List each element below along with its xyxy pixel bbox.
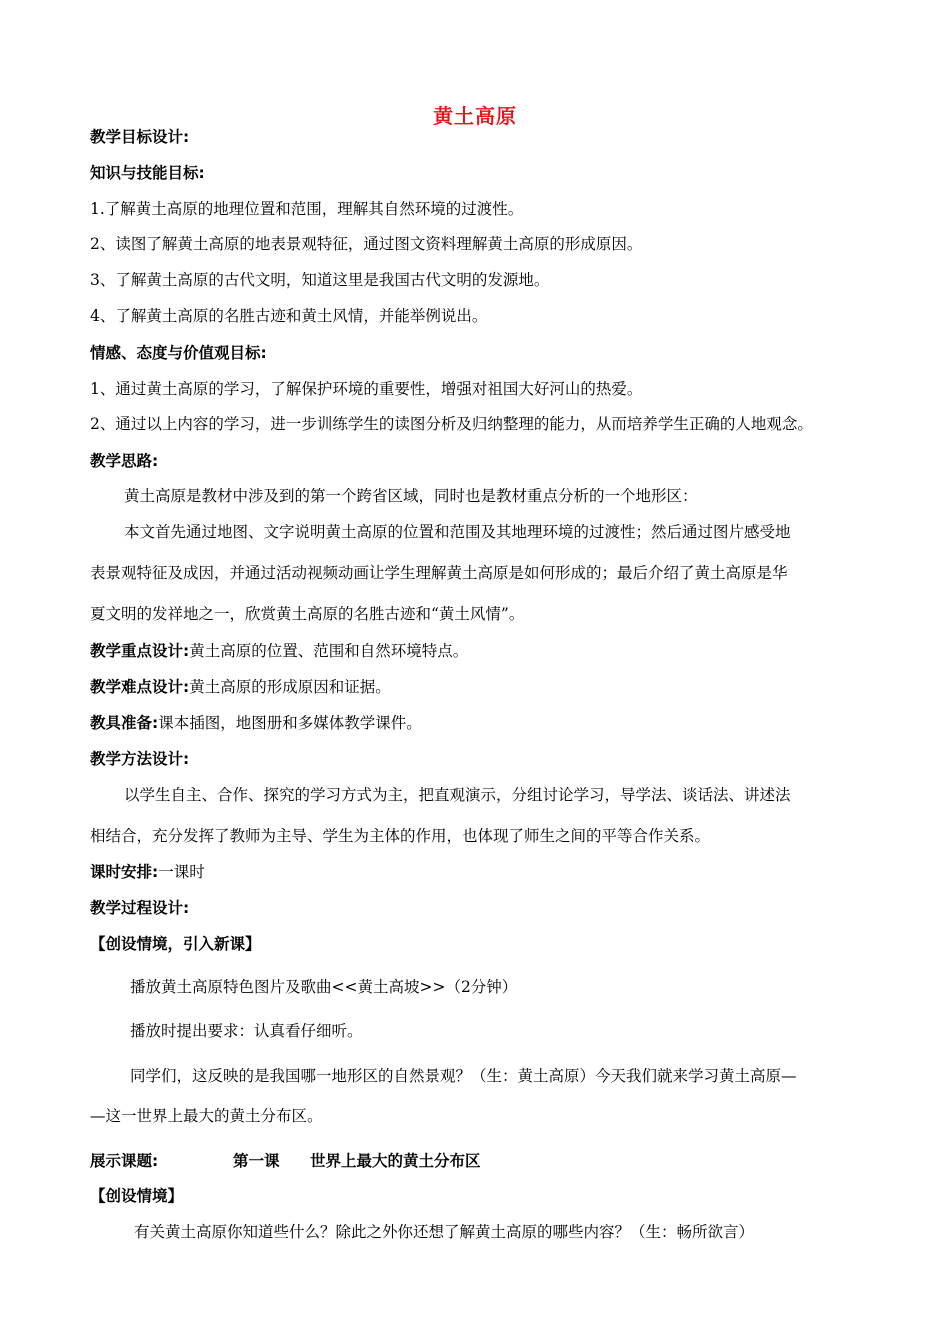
idea-heading: 教学思路: — [90, 452, 159, 470]
tools-row — [90, 713, 422, 733]
idea-paragraph-line: 表景观特征及成因，并通过活动视频动画让学生理解黄土高原是如何形成的；最后介绍了黄土高原是华 — [90, 564, 788, 582]
time-label: 课时安排: — [90, 863, 159, 881]
page-title: 黄土高原 — [433, 104, 517, 128]
difficult-point-label: 教学难点设计: — [90, 678, 190, 696]
key-point-row — [90, 641, 468, 661]
method-heading: 教学方法设计: — [90, 750, 190, 768]
time-row — [90, 862, 205, 882]
scene2-text: 有关黄土高原你知道些什么？除此之外你还想了解黄土高原的哪些内容？（生：畅所欲言） — [134, 1223, 755, 1241]
knowledge-item: 2、读图了解黄土高原的地表景观特征，通过图文资料理解黄土高原的形成原因。 — [90, 235, 643, 253]
topic-row — [90, 1151, 481, 1171]
knowledge-item: 3、了解黄土高原的古代文明，知道这里是我国古代文明的发源地。 — [90, 271, 550, 289]
design-heading: 教学目标设计: — [90, 128, 190, 146]
topic-name: 世界上最大的黄土分布区 — [310, 1152, 481, 1170]
idea-paragraph-line: 本文首先通过地图、文字说明黄土高原的位置和范围及其地理环境的过渡性；然后通过图片感受地 — [124, 523, 791, 541]
emotion-heading: 情感、态度与价值观目标: — [90, 344, 267, 362]
knowledge-item: 4、了解黄土高原的名胜古迹和黄土风情，并能举例说出。 — [90, 307, 488, 325]
emotion-item: 1、通过黄土高原的学习，了解保护环境的重要性，增强对祖国大好河山的热爱。 — [90, 380, 643, 398]
time-text: 一课时 — [158, 863, 205, 881]
key-point-text: 黄土高原的位置、范围和自然环境特点。 — [189, 642, 469, 660]
scene-line: 同学们，这反映的是我国哪一地形区的自然景观？（生：黄土高原）今天我们就来学习黄土高原— — [130, 1067, 797, 1085]
scene-line: 播放黄土高原特色图片及歌曲<<黄土高坡>>（2分钟） — [130, 978, 518, 996]
tools-label: 教具准备: — [90, 714, 159, 732]
method-line: 以学生自主、合作、探究的学习方式为主，把直观演示，分组讨论学习，导学法、谈话法、讲述法 — [124, 786, 791, 804]
difficult-point-row — [90, 677, 391, 697]
idea-paragraph: 黄土高原是教材中涉及到的第一个跨省区域，同时也是教材重点分析的一个地形区： — [124, 487, 698, 505]
emotion-item: 2、通过以上内容的学习，进一步训练学生的读图分析及归纳整理的能力，从而培养学生正确的人地观念。 — [90, 415, 813, 433]
scene-heading: 【创设情境，引入新课】 — [90, 935, 261, 953]
process-heading: 教学过程设计: — [90, 899, 190, 917]
method-line: 相结合，充分发挥了教师为主导、学生为主体的作用，也体现了师生之间的平等合作关系。 — [90, 827, 711, 845]
scene2-heading: 【创设情境】 — [90, 1187, 184, 1205]
tools-text: 课本插图，地图册和多媒体教学课件。 — [158, 714, 422, 732]
knowledge-item: 1.了解黄土高原的地理位置和范围，理解其自然环境的过渡性。 — [90, 200, 524, 218]
key-point-label: 教学重点设计: — [90, 642, 190, 660]
topic-label: 展示课题: — [90, 1152, 159, 1170]
topic-lesson: 第一课 — [233, 1152, 280, 1170]
scene-line: —这一世界上最大的黄土分布区。 — [90, 1107, 323, 1125]
knowledge-heading: 知识与技能目标: — [90, 164, 205, 182]
scene-line: 播放时提出要求：认真看仔细听。 — [130, 1022, 363, 1040]
difficult-point-text: 黄土高原的形成原因和证据。 — [189, 678, 391, 696]
idea-paragraph-line: 夏文明的发祥地之一，欣赏黄土高原的名胜古迹和“黄土风情”。 — [90, 605, 525, 623]
